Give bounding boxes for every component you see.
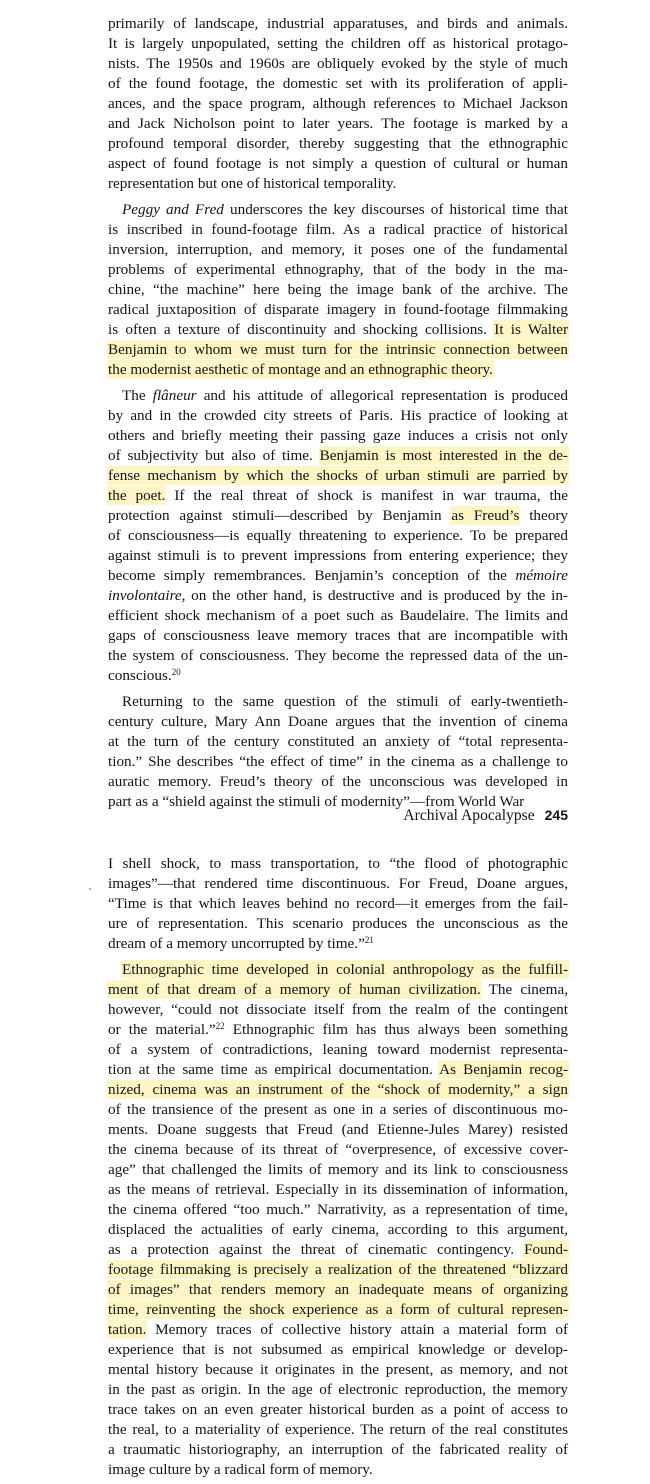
- paragraph: [108, 960, 568, 1480]
- text-run: radical juxtaposition of disparate imagery in found-footage filmmaking: [108, 301, 568, 318]
- text-line: [108, 1360, 568, 1380]
- text-run: It is largely unpopulated, setting the children off as historical protago-: [108, 35, 568, 52]
- running-footer: [403, 807, 568, 825]
- text-run: displaced the actualities of early cinema, according to this argument,: [108, 1221, 568, 1238]
- text-line: [108, 240, 568, 260]
- text-line: [108, 1000, 568, 1020]
- paragraph: [108, 200, 568, 380]
- text-line: [108, 934, 568, 954]
- text-run: chine, “the machine” here being the image bank of the archive. The: [108, 281, 568, 298]
- text-run: the cinema because of its threat of “overpresence, of excessive cover-: [108, 1141, 568, 1158]
- footnote-ref: 22: [215, 1021, 225, 1031]
- text-line: [108, 874, 568, 894]
- text-run: of the transience of the present as one in a series of discontinuous mo-: [108, 1101, 568, 1118]
- highlighted-text: It is Walter: [494, 321, 568, 338]
- text-line: [108, 1160, 568, 1180]
- text-line: [108, 1220, 568, 1240]
- text-line: [108, 280, 568, 300]
- text-run: The cinema,: [480, 981, 568, 998]
- highlighted-text: As Benjamin recog-: [439, 1061, 568, 1078]
- text-line: [108, 1460, 568, 1480]
- text-run: the real, to a materiality of experience. The return of the real constitutes: [108, 1421, 568, 1438]
- italic-text: flâneur: [152, 387, 197, 404]
- highlighted-text: time, reinventing the shock experience as a form of cultural represen-: [108, 1301, 568, 1318]
- text-line: [108, 1380, 568, 1400]
- text-run: mental history because it originates in the present, as memory, and not: [108, 1361, 568, 1378]
- text-line: [108, 1140, 568, 1160]
- text-run: by and in the crowded city streets of Paris. His practice of looking at: [108, 407, 568, 424]
- text-line: [108, 1060, 568, 1080]
- highlighted-text: fense mechanism by which the shocks of urban stimuli are parried by: [108, 467, 568, 484]
- text-run: problems of experimental ethnography, that of the body in the ma-: [108, 261, 568, 278]
- text-line: [108, 980, 568, 1000]
- text-line: [108, 360, 568, 380]
- text-line: [108, 1200, 568, 1220]
- text-run: I shell shock, to mass transportation, to “the flood of photographic: [108, 855, 568, 872]
- paper-speck: [89, 888, 91, 890]
- text-run: ments. Doane suggests that Freud (and Etienne-Jules Marey) resisted: [108, 1121, 568, 1138]
- text-line: [108, 200, 568, 220]
- text-run: as a protection against the threat of cinematic contingency.: [108, 1241, 525, 1258]
- text-run: is inscribed in found-footage film. As a radical practice of historical: [108, 221, 568, 238]
- text-run: tion.” She describes “the effect of time” in the cinema as a challenge to: [108, 753, 568, 770]
- text-run: in the past as origin. In the age of electronic reproduction, the memory: [108, 1381, 568, 1398]
- text-line: [108, 1420, 568, 1440]
- text-line: [108, 1040, 568, 1060]
- footnote-ref: 21: [364, 935, 374, 945]
- highlighted-text: as Freud’s: [451, 507, 520, 524]
- text-run: auratic memory. Freud’s theory of the unconscious was developed in: [108, 773, 568, 790]
- text-line: [108, 894, 568, 914]
- text-run: ure of representation. This scenario produces the unconscious as the: [108, 915, 568, 932]
- text-run: inversion, interruption, and memory, it poses one of the fundamental: [108, 241, 568, 258]
- text-run: profound temporal disorder, thereby suggesting that the ethnographic: [108, 135, 568, 152]
- text-line: [108, 960, 568, 980]
- text-run: trace takes on an even greater historical burden as a point of access to: [108, 1401, 568, 1418]
- text-run: or the material.”: [108, 1021, 216, 1038]
- text-run: The: [122, 387, 153, 404]
- highlighted-text: the poet.: [108, 487, 166, 504]
- text-run: conscious.: [108, 667, 172, 684]
- text-run: Ethnographic film has thus always been something: [224, 1021, 569, 1038]
- text-run: If the real threat of shock is manifest in war trauma, the: [165, 487, 569, 504]
- text-line: [108, 154, 568, 174]
- italic-text: involontaire,: [108, 587, 186, 604]
- text-run: aspect of found footage is not simply a question of cultural or human: [108, 155, 568, 172]
- text-line: [108, 1020, 568, 1040]
- bottom-page-body: [108, 854, 568, 1480]
- text-run: age” that challenged the limits of memory and its link to consciousness: [108, 1161, 568, 1178]
- text-line: [108, 772, 568, 792]
- text-run: theory: [519, 507, 569, 524]
- text-line: [108, 854, 568, 874]
- paragraph: [108, 854, 568, 954]
- text-line: [108, 752, 568, 772]
- text-line: [108, 712, 568, 732]
- text-line: [108, 1320, 568, 1340]
- text-line: [108, 320, 568, 340]
- text-run: “Time is that which leaves behind no record—it emerges from the fail-: [108, 895, 568, 912]
- text-line: [108, 386, 568, 406]
- text-line: [108, 626, 568, 646]
- text-line: [108, 646, 568, 666]
- text-run: underscores the key discourses of historical time that: [223, 201, 568, 218]
- text-run: at the turn of the century constituted an anxiety of “total representa-: [108, 733, 568, 750]
- text-run: others and briefly meeting their passing gaze induces a crisis not only: [108, 427, 568, 444]
- top-page-body: [108, 14, 568, 812]
- text-line: [108, 566, 568, 586]
- page-number: 245: [544, 807, 568, 823]
- text-line: [108, 134, 568, 154]
- text-run: images”—that rendered time discontinuous. For Freud, Doane argues,: [108, 875, 568, 892]
- text-line: [108, 586, 568, 606]
- text-line: [108, 1180, 568, 1200]
- text-run: ances, and the space program, although references to Michael Jackson: [108, 95, 568, 112]
- text-run: gaps of consciousness leave memory traces that are incompatible with: [108, 627, 568, 644]
- text-run: primarily of landscape, industrial apparatuses, and birds and animals.: [108, 15, 568, 32]
- paragraph: [108, 386, 568, 686]
- text-line: [108, 1260, 568, 1280]
- text-line: [108, 1400, 568, 1420]
- highlighted-text: Found-: [524, 1241, 568, 1258]
- text-line: [108, 466, 568, 486]
- text-line: [108, 914, 568, 934]
- text-run: against stimuli is to prevent impressions from entering experience; they: [108, 547, 568, 564]
- running-title: Archival Apocalypse: [403, 807, 535, 824]
- text-run: century culture, Mary Ann Doane argues that the invention of cinema: [108, 713, 568, 730]
- text-line: [108, 260, 568, 280]
- text-line: [108, 426, 568, 446]
- text-run: the cinema offered “too much.” Narrativity, as a representation of time,: [108, 1201, 568, 1218]
- text-line: [108, 732, 568, 752]
- text-run: of the found footage, the domestic set with its proliferation of appli-: [108, 75, 568, 92]
- text-run: tion at the same time as empirical documentation.: [108, 1061, 440, 1078]
- highlighted-text: Benjamin is most interested in the de-: [319, 447, 568, 464]
- text-line: [108, 1080, 568, 1100]
- text-run: Memory traces of collective history attain a material form of: [146, 1321, 568, 1338]
- highlighted-text: ment of that dream of a memory of human civilization.: [108, 981, 481, 998]
- text-line: [108, 506, 568, 526]
- text-line: [108, 606, 568, 626]
- text-run: is often a texture of discontinuity and shocking collisions.: [108, 321, 495, 338]
- text-run: image culture by a radical form of memory.: [108, 1461, 373, 1478]
- text-line: [108, 1440, 568, 1460]
- text-run: a traumatic historiography, an interruption of the fabricated reality of: [108, 1441, 568, 1458]
- text-run: dream of a memory uncorrupted by time.”: [108, 935, 365, 952]
- text-line: [108, 114, 568, 134]
- text-line: [108, 94, 568, 114]
- highlighted-text: the modernist aesthetic of montage and an ethnographic theory.: [108, 361, 493, 378]
- text-line: [108, 546, 568, 566]
- highlighted-text: nized, cinema was an instrument of the “shock of modernity,” a sign: [108, 1081, 568, 1098]
- text-run: of subjectivity but also of time.: [108, 447, 320, 464]
- italic-text: mémoire: [515, 567, 568, 584]
- text-line: [108, 340, 568, 360]
- text-line: [108, 174, 568, 194]
- highlighted-text: of images” that renders memory an inadequate means of organizing: [108, 1281, 568, 1298]
- text-line: [108, 526, 568, 546]
- text-line: [108, 692, 568, 712]
- text-line: [108, 1340, 568, 1360]
- text-run: and Jack Nicholson point to later years. The footage is marked by a: [108, 115, 568, 132]
- text-run: representation but one of historical temporality.: [108, 175, 397, 192]
- highlighted-text: Ethnographic time developed in colonial anthropology as the fulfill-: [122, 961, 568, 978]
- text-line: [108, 406, 568, 426]
- text-line: [108, 54, 568, 74]
- text-run: efficient shock mechanism of a poet such as Baudelaire. The limits and: [108, 607, 568, 624]
- text-run: experience that is not subsumed as empirical knowledge or develop-: [108, 1341, 568, 1358]
- text-run: nists. The 1950s and 1960s are obliquely evoked by the style of much: [108, 55, 568, 72]
- text-line: [108, 220, 568, 240]
- text-line: [108, 74, 568, 94]
- text-run: of consciousness—is equally threatening to experience. To be prepared: [108, 527, 568, 544]
- text-run: of a system of contradictions, leaning toward modernist representa-: [108, 1041, 568, 1058]
- text-line: [108, 1300, 568, 1320]
- text-run: the system of consciousness. They become the repressed data of the un-: [108, 647, 568, 664]
- text-line: [108, 486, 568, 506]
- text-run: part as a “shield against the stimuli of modernity”—from World War: [108, 793, 525, 810]
- highlighted-text: Benjamin to whom we must turn for the intrinsic connection between: [108, 341, 568, 358]
- text-run: however, “could not dissociate itself from the realm of the contingent: [108, 1001, 568, 1018]
- text-line: [108, 1280, 568, 1300]
- text-run: protection against stimuli—described by Benjamin: [108, 507, 452, 524]
- text-run: as the means of retrieval. Especially in its dissemination of information,: [108, 1181, 568, 1198]
- text-line: [108, 1120, 568, 1140]
- text-line: [108, 300, 568, 320]
- text-line: [108, 14, 568, 34]
- text-run: and his attitude of allegorical representation is produced: [196, 387, 568, 404]
- text-line: [108, 446, 568, 466]
- highlighted-text: footage filmmaking is precisely a realization of the threatened “blizzard: [108, 1261, 568, 1278]
- text-run: on the other hand, is destructive and is produced by the in-: [185, 587, 568, 604]
- text-line: [108, 666, 568, 686]
- text-line: [108, 34, 568, 54]
- highlighted-text: tation.: [108, 1321, 147, 1338]
- text-run: become simply remembrances. Benjamin’s conception of the: [108, 567, 516, 584]
- footnote-ref: 20: [171, 667, 181, 677]
- paragraph: [108, 692, 568, 812]
- paragraph: [108, 14, 568, 194]
- text-line: [108, 1240, 568, 1260]
- text-line: [108, 1100, 568, 1120]
- text-run: Returning to the same question of the stimuli of early-twentieth-: [122, 693, 568, 710]
- italic-text: Peggy and Fred: [122, 201, 224, 218]
